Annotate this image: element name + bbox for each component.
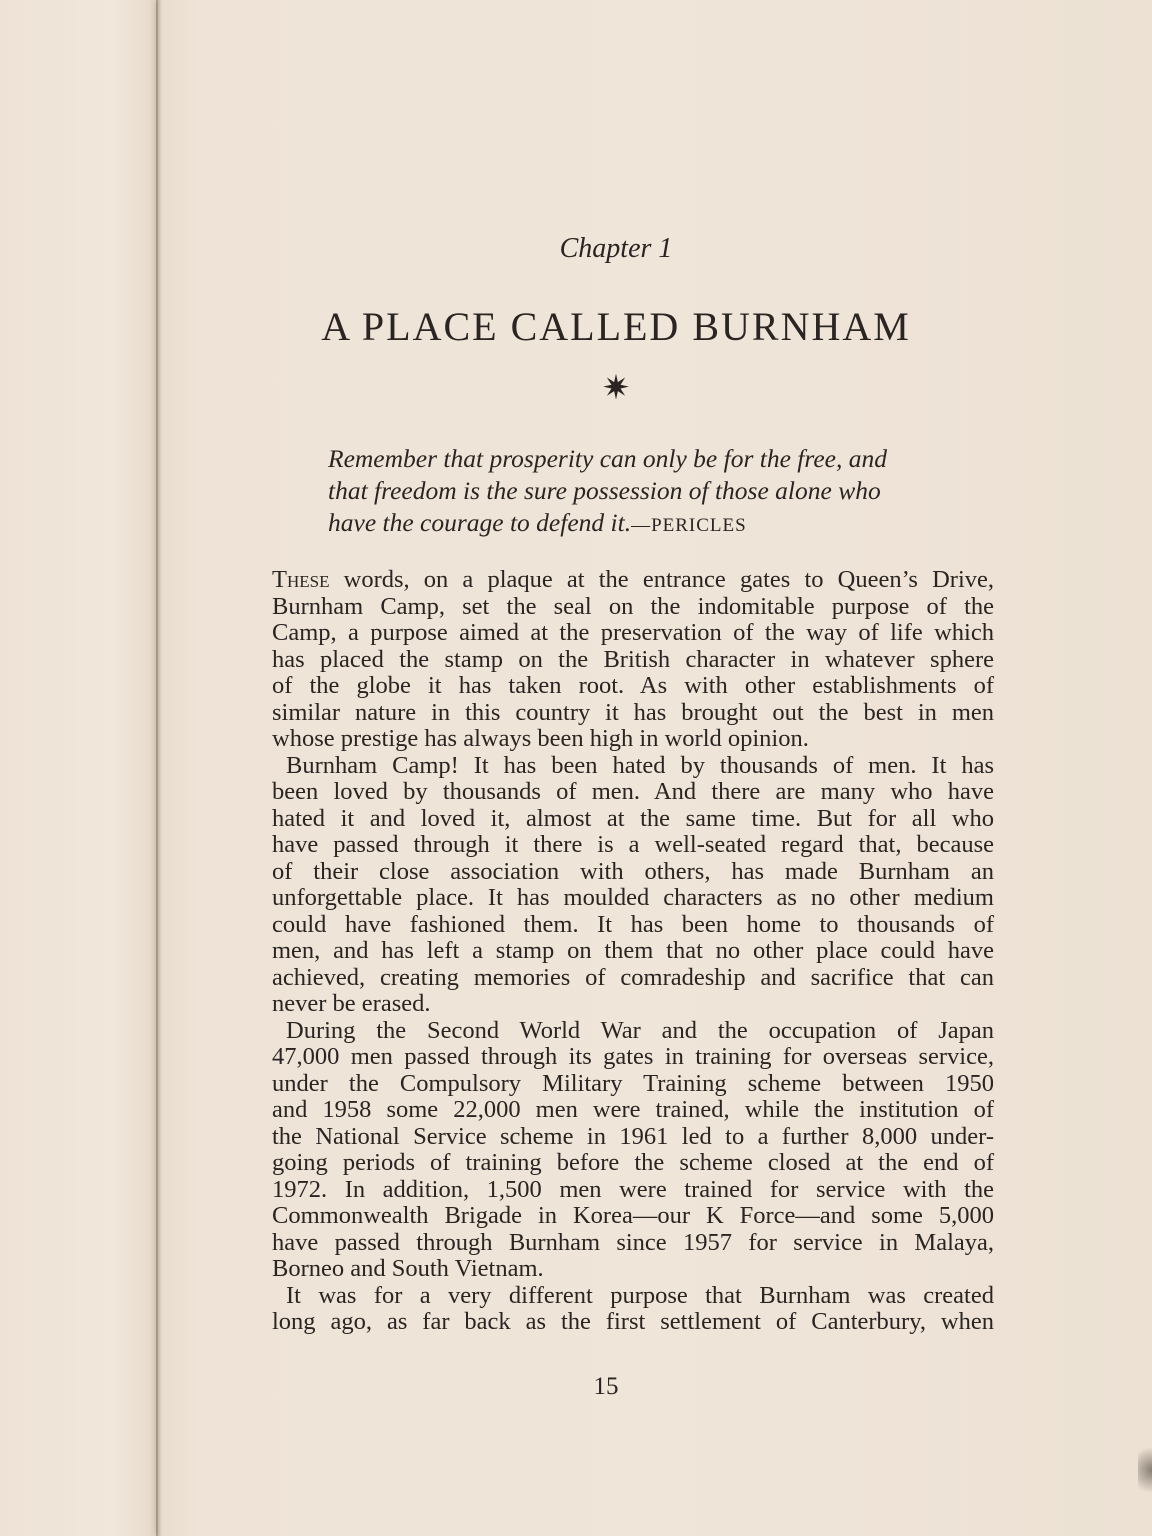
- text-line: Burnham Camp, set the seal on the indomitable purpose of the: [272, 592, 994, 620]
- epigraph-line: [328, 507, 948, 542]
- facing-page: [0, 0, 160, 1536]
- text-line: 47,000 men passed through its gates in training for overseas service,: [272, 1043, 994, 1070]
- body-text: [272, 567, 994, 1336]
- text-line: unforgettable place. It has moulded characters as no other medium: [272, 884, 994, 911]
- epigraph-attribution: —PERICLES: [631, 515, 747, 536]
- text-line: men, and has left a stamp on them that no other place could have: [272, 937, 994, 964]
- text-line: of their close association with others, has made Burnham an: [272, 857, 994, 885]
- chapter-title: A PLACE CALLED BURNHAM: [321, 304, 911, 349]
- text-line: [272, 567, 994, 594]
- text-line: the National Service scheme in 1961 led to a further 8,000 under-: [272, 1122, 994, 1150]
- chapter-label: Chapter 1: [559, 233, 673, 264]
- text-line: Commonwealth Brigade in Korea—our K Force—and some 5,000: [272, 1202, 994, 1229]
- text-line: It was for a very different purpose that Burnham was created: [286, 1281, 994, 1309]
- text-line: of the globe it has taken root. As with other establishments of: [272, 672, 994, 699]
- text-line: been loved by thousands of men. And there are many who have: [272, 778, 994, 805]
- page-number: 15: [593, 1373, 619, 1400]
- text-line: hated it and loved it, almost at the same time. But for all who: [272, 804, 994, 832]
- text-line: under the Compulsory Military Training scheme between 1950: [272, 1069, 994, 1097]
- text-line: has placed the stamp on the British character in whatever sphere: [272, 645, 994, 673]
- text-line: have passed through Burnham since 1957 for service in Malaya,: [272, 1228, 994, 1256]
- asterisk-ornament-icon: ✷: [601, 370, 631, 407]
- epigraph-line-text: have the courage to defend it.: [328, 508, 632, 537]
- text-line: Borneo and South Vietnam.: [272, 1255, 544, 1282]
- text-line: Camp, a purpose aimed at the preservation of the way of life which: [272, 619, 994, 646]
- text-line: similar nature in this country it has brought out the best in men: [272, 698, 994, 726]
- text-line: going periods of training before the scheme closed at the end of: [272, 1149, 994, 1176]
- text-line: have passed through it there is a well-seated regard that, because: [272, 831, 994, 858]
- text-line: never be erased.: [272, 990, 431, 1017]
- text-line: could have fashioned them. It has been home to thousands of: [272, 910, 994, 938]
- text-line: and 1958 some 22,000 men were trained, while the institution of: [272, 1096, 994, 1123]
- epigraph-line: that freedom is the sure possession of those alone who: [328, 476, 881, 505]
- text-line: Burnham Camp! It has been hated by thousands of men. It has: [286, 751, 994, 779]
- text-line: achieved, creating memories of comradeship and sacrifice that can: [272, 963, 994, 991]
- lead-smallcaps: These: [272, 566, 330, 593]
- text-line: long ago, as far back as the first settlement of Canterbury, when: [272, 1308, 994, 1335]
- text-line: whose prestige has always been high in world opinion.: [272, 725, 809, 752]
- edge-shadow: [1138, 1440, 1152, 1500]
- page-gutter-shadow: [156, 0, 162, 1536]
- text-line: 1972. In addition, 1,500 men were trained for service with the: [272, 1175, 994, 1203]
- text-line-content: words, on a plaque at the entrance gates to Queen’s Drive,: [329, 566, 994, 593]
- epigraph-line: Remember that prosperity can only be for the free, and: [328, 444, 887, 473]
- text-line: During the Second World War and the occupation of Japan: [286, 1016, 994, 1044]
- epigraph: [328, 443, 948, 542]
